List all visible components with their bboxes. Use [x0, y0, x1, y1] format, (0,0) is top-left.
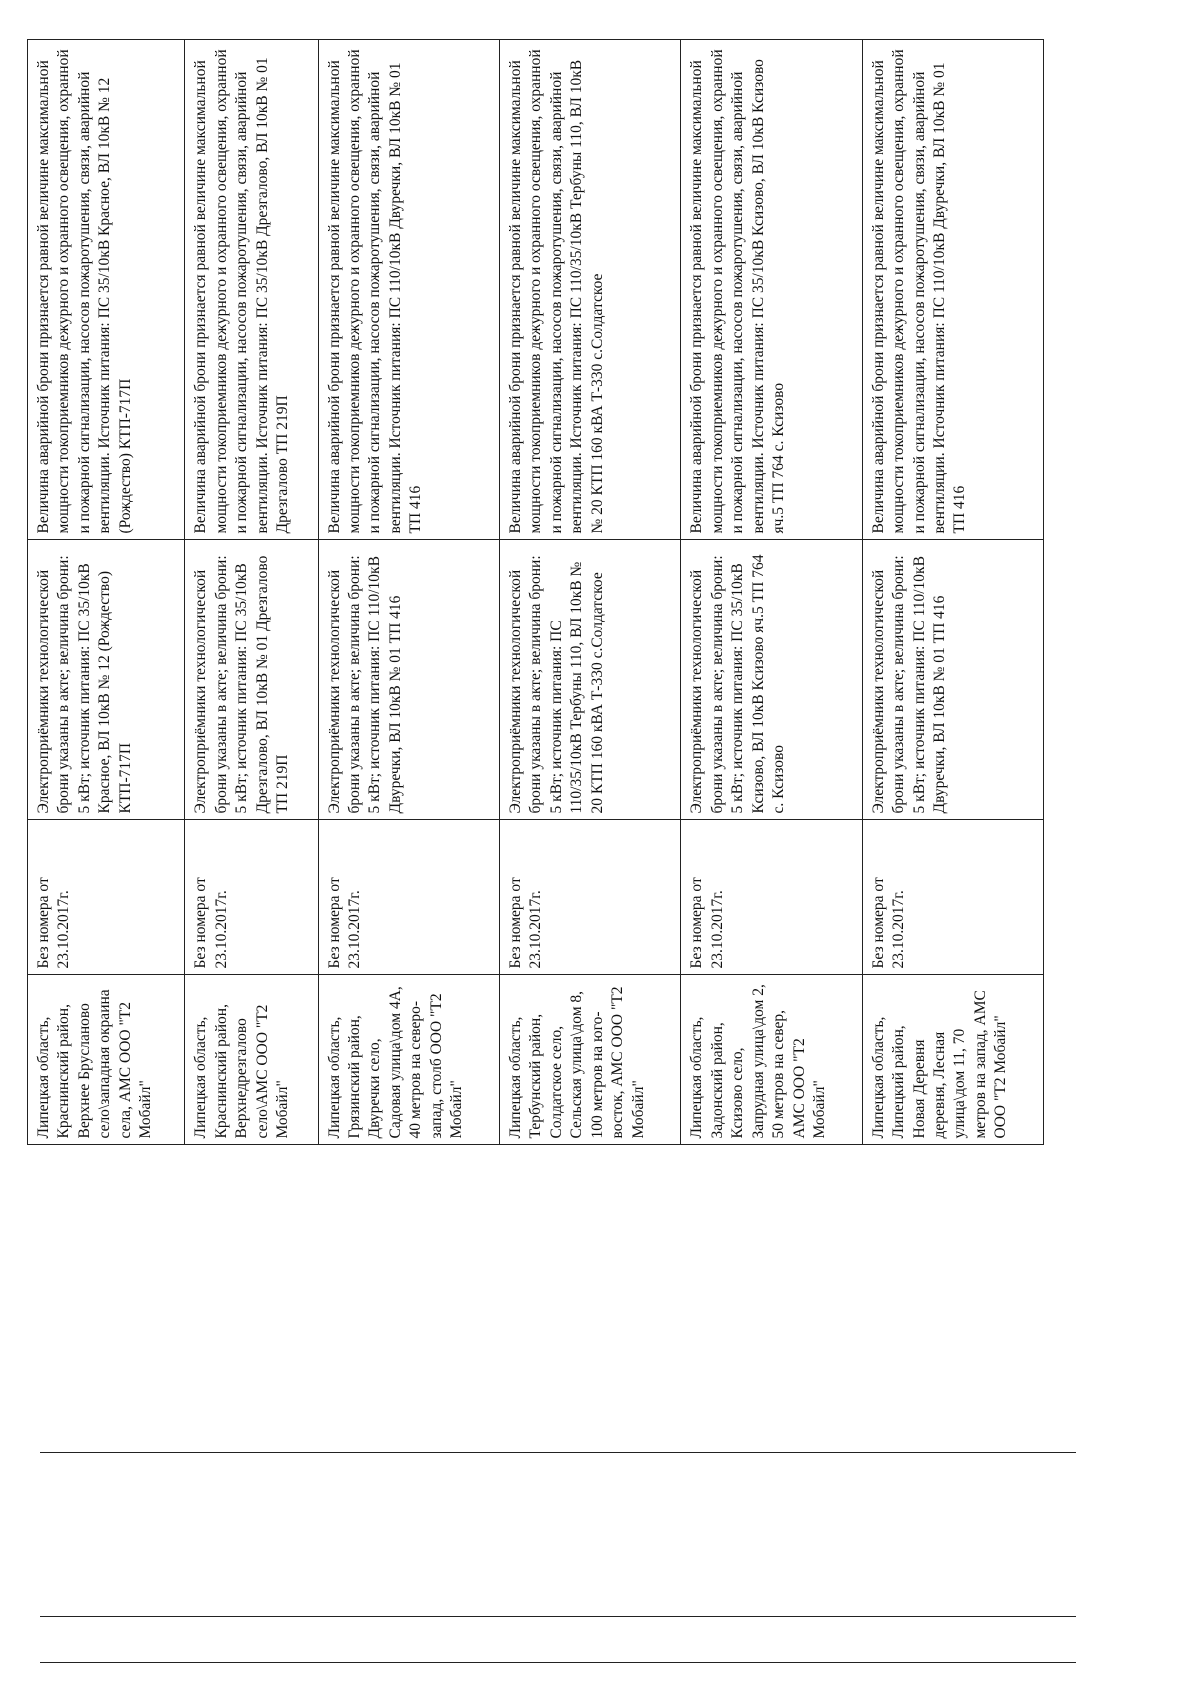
empty-cell	[28, 1145, 185, 1415]
table-row	[862, 40, 1043, 1415]
tech-reserve-cell: Электроприёмники технологической брони указаны в акте; величина брони: 5 кВт; источник питания: ПС 35/10кВ Дрезгалово, ВЛ 10кВ № 01 Дрезгалово ТП 219П	[185, 540, 318, 820]
address-cell: Липецкая область, Грязинский район, Двуречки село, Садовая улица\дом 4А, 40 метров на северо-запад, столб ООО "Т2 Мобайл"	[318, 975, 499, 1145]
emergency-reserve-cell: Величина аварийной брони признается равной величине максимальной мощности токоприемников дежурного и охранного освещения, охранной и пожарной сигнализации, насосов пожаротушения, связи, аварийной вентиляции. Источник питания: ПС 110/35/10кВ Тербуны 110, ВЛ 10кВ № 20 КТП 160 кВА Т-330 с.Солдатское	[499, 40, 680, 540]
emergency-reserve-cell: Величина аварийной брони признается равной величине максимальной мощности токоприемников дежурного и охранного освещения, охранной и пожарной сигнализации, насосов пожаротушения, связи, аварийной вентиляции. Источник питания: ПС 110/10кВ Двуречки, ВЛ 10кВ № 01 ТП 416	[318, 40, 499, 540]
empty-cell	[318, 1145, 499, 1415]
tech-reserve-cell: Электроприёмники технологической брони указаны в акте; величина брони: 5 кВт; источник питания: ПС 35/10кВ Красное, ВЛ 10кВ № 12 (Рождество) КТП-717П	[28, 540, 185, 820]
document-cell: Без номера от 23.10.2017г.	[862, 820, 1043, 975]
table-row	[499, 40, 680, 1415]
tech-reserve-cell: Электроприёмники технологической брони указаны в акте; величина брони: 5 кВт; источник питания: ПС 110/35/10кВ Тербуны 110, ВЛ 10кВ № 20 КТП 160 кВА Т-330 с.Солдатское	[499, 540, 680, 820]
empty-cell	[681, 1145, 862, 1415]
address-cell: Липецкая область, Задонский район, Ксизово село, Запрудная улица\дом 2, 50 метров на север, АМС ООО "Т2 Мобайл"	[681, 975, 862, 1145]
table-row	[185, 40, 318, 1415]
empty-cell	[499, 1145, 680, 1415]
document-cell: Без номера от 23.10.2017г.	[318, 820, 499, 975]
address-cell: Липецкая область, Краснинский район, Верхнедрезгалово село\АМС ООО "Т2 Мобайл"	[185, 975, 318, 1145]
document-cell: Без номера от 23.10.2017г.	[499, 820, 680, 975]
document-cell: Без номера от 23.10.2017г.	[681, 820, 862, 975]
rotated-table-block	[27, 40, 1044, 1415]
emergency-reserve-cell: Величина аварийной брони признается равной величине максимальной мощности токоприемников дежурного и охранного освещения, охранной и пожарной сигнализации, насосов пожаротушения, связи, аварийной вентиляции. Источник питания: ПС 110/10кВ Двуречки, ВЛ 10кВ № 01 ТП 416	[862, 40, 1043, 540]
address-cell: Липецкая область, Липецкий район, Новая Деревня деревня, Лесная улица\дом 11, 70 метров на запад, АМС ООО "Т2 Мобайл"	[862, 975, 1043, 1145]
address-cell: Липецкая область, Тербунский район, Солдатское село, Сельская улица\дом 8, 100 метров на юго-восток, АМС ООО "Т2 Мобайл"	[499, 975, 680, 1145]
table-row	[318, 40, 499, 1415]
empty-cell	[862, 1145, 1043, 1415]
emergency-reserve-cell: Величина аварийной брони признается равной величине максимальной мощности токоприемников дежурного и охранного освещения, охранной и пожарной сигнализации, насосов пожаротушения, связи, аварийной вентиляции. Источник питания: ПС 35/10кВ Красное, ВЛ 10кВ № 12 (Рождество) КТП-717П	[28, 40, 185, 540]
emergency-reserve-cell: Величина аварийной брони признается равной величине максимальной мощности токоприемников дежурного и охранного освещения, охранной и пожарной сигнализации, насосов пожаротушения, связи, аварийной вентиляции. Источник питания: ПС 35/10кВ Дрезгалово, ВЛ 10кВ № 01 Дрезгалово ТП 219П	[185, 40, 318, 540]
tech-reserve-cell: Электроприёмники технологической брони указаны в акте; величина брони: 5 кВт; источник питания: ПС 110/10кВ Двуречки, ВЛ 10кВ № 01 ТП 416	[862, 540, 1043, 820]
tech-reserve-cell: Электроприёмники технологической брони указаны в акте; величина брони: 5 кВт; источник питания: ПС 110/10кВ Двуречки, ВЛ 10кВ № 01 ТП 416	[318, 540, 499, 820]
document-cell: Без номера от 23.10.2017г.	[185, 820, 318, 975]
tech-reserve-cell: Электроприёмники технологической брони указаны в акте; величина брони: 5 кВт; источник питания: ПС 35/10кВ Ксизово, ВЛ 10кВ Ксизово яч.5 ТП 764 с. Ксизово	[681, 540, 862, 820]
power-reserve-table	[27, 40, 1044, 1416]
emergency-reserve-cell: Величина аварийной брони признается равной величине максимальной мощности токоприемников дежурного и охранного освещения, охранной и пожарной сигнализации, насосов пожаротушения, связи, аварийной вентиляции. Источник питания: ПС 35/10кВ Ксизово, ВЛ 10кВ Ксизово яч.5 ТП 764 с. Ксизово	[681, 40, 862, 540]
blank-rule	[40, 1452, 1076, 1453]
empty-cell	[185, 1145, 318, 1415]
table-row	[681, 40, 862, 1415]
table-row	[28, 40, 185, 1415]
address-cell: Липецкая область, Краснинский район, Верхнее Брусланово село\западная окраина села, АМС ООО "Т2 Мобайл"	[28, 975, 185, 1145]
document-cell: Без номера от 23.10.2017г.	[28, 820, 185, 975]
blank-rule	[40, 1616, 1076, 1617]
blank-rule	[40, 1662, 1076, 1663]
